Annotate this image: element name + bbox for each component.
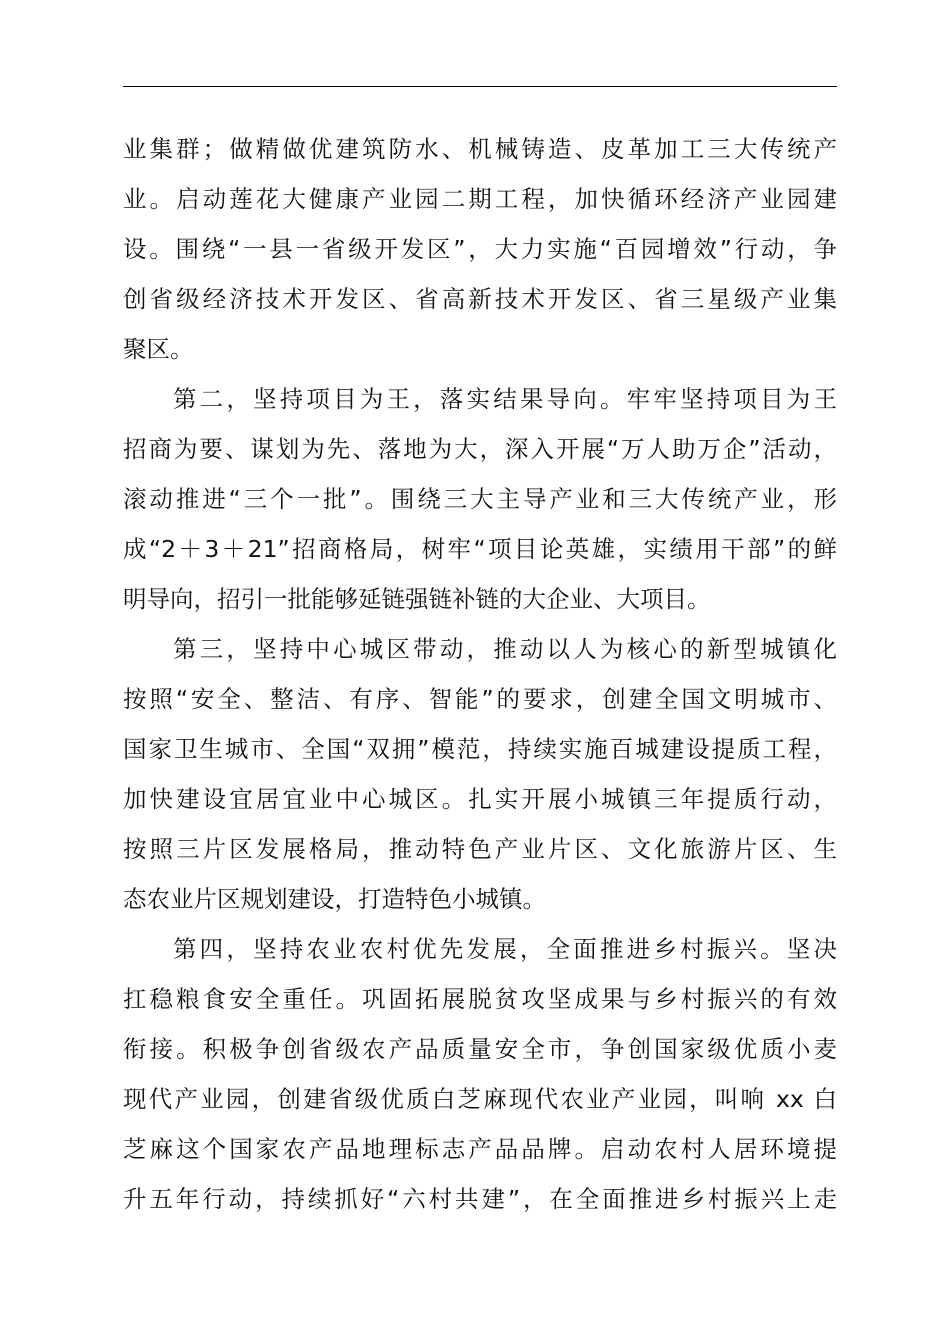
text-line: 创省级经济技术开发区、省高新技术开发区、省三星级产业集 [123,285,837,313]
text-line: 按照“安全、整洁、有序、智能”的要求，创建全国文明城市、 [123,685,837,713]
text-line: 升五年行动，持续抓好“六村共建”，在全面推进乡村振兴上走 [123,1185,837,1213]
text-line: 现代产业园，创建省级优质白芝麻现代农业产业园，叫响 xx 白 [123,1085,837,1113]
text-line: 明导向，招引一批能够延链强链补链的大企业、大项目。 [123,585,711,613]
text-line: 国家卫生城市、全国“双拥”模范，持续实施百城建设提质工程， [123,735,837,763]
header-rule [123,86,837,87]
text-line: 业。启动莲花大健康产业园二期工程，加快循环经济产业园建 [123,185,837,213]
text-line: 聚区。 [123,335,194,363]
paragraph-start-line: 第四，坚持农业农村优先发展，全面推进乡村振兴。坚决 [173,935,837,963]
text-line: 滚动推进“三个一批”。围绕三大主导产业和三大传统产业，形 [123,485,837,513]
text-line: 衔接。积极争创省级农产品质量安全市，争创国家级优质小麦 [123,1035,837,1063]
paragraph-start-line: 第二，坚持项目为王，落实结果导向。牢牢坚持项目为王 [173,385,837,413]
text-line: 设。围绕“一县一省级开发区”，大力实施“百园增效”行动，争 [123,235,837,263]
text-line: 芝麻这个国家农产品地理标志产品品牌。启动农村人居环境提 [123,1135,837,1163]
text-line: 扛稳粮食安全重任。巩固拓展脱贫攻坚成果与乡村振兴的有效 [123,985,837,1013]
text-line: 态农业片区规划建设，打造特色小城镇。 [123,885,546,913]
text-line: 按照三片区发展格局，推动特色产业片区、文化旅游片区、生 [123,835,837,863]
text-line: 招商为要、谋划为先、落地为大，深入开展“万人助万企”活动， [123,435,837,463]
document-body [123,124,837,1224]
text-line: 加快建设宜居宜业中心城区。扎实开展小城镇三年提质行动， [123,785,837,813]
paragraph-start-line: 第三，坚持中心城区带动，推动以人为核心的新型城镇化 [173,635,837,663]
text-line: 业集群；做精做优建筑防水、机械铸造、皮革加工三大传统产 [123,135,837,163]
text-line: 成“2＋3＋21”招商格局，树牢“项目论英雄，实绩用干部”的鲜 [123,535,837,563]
